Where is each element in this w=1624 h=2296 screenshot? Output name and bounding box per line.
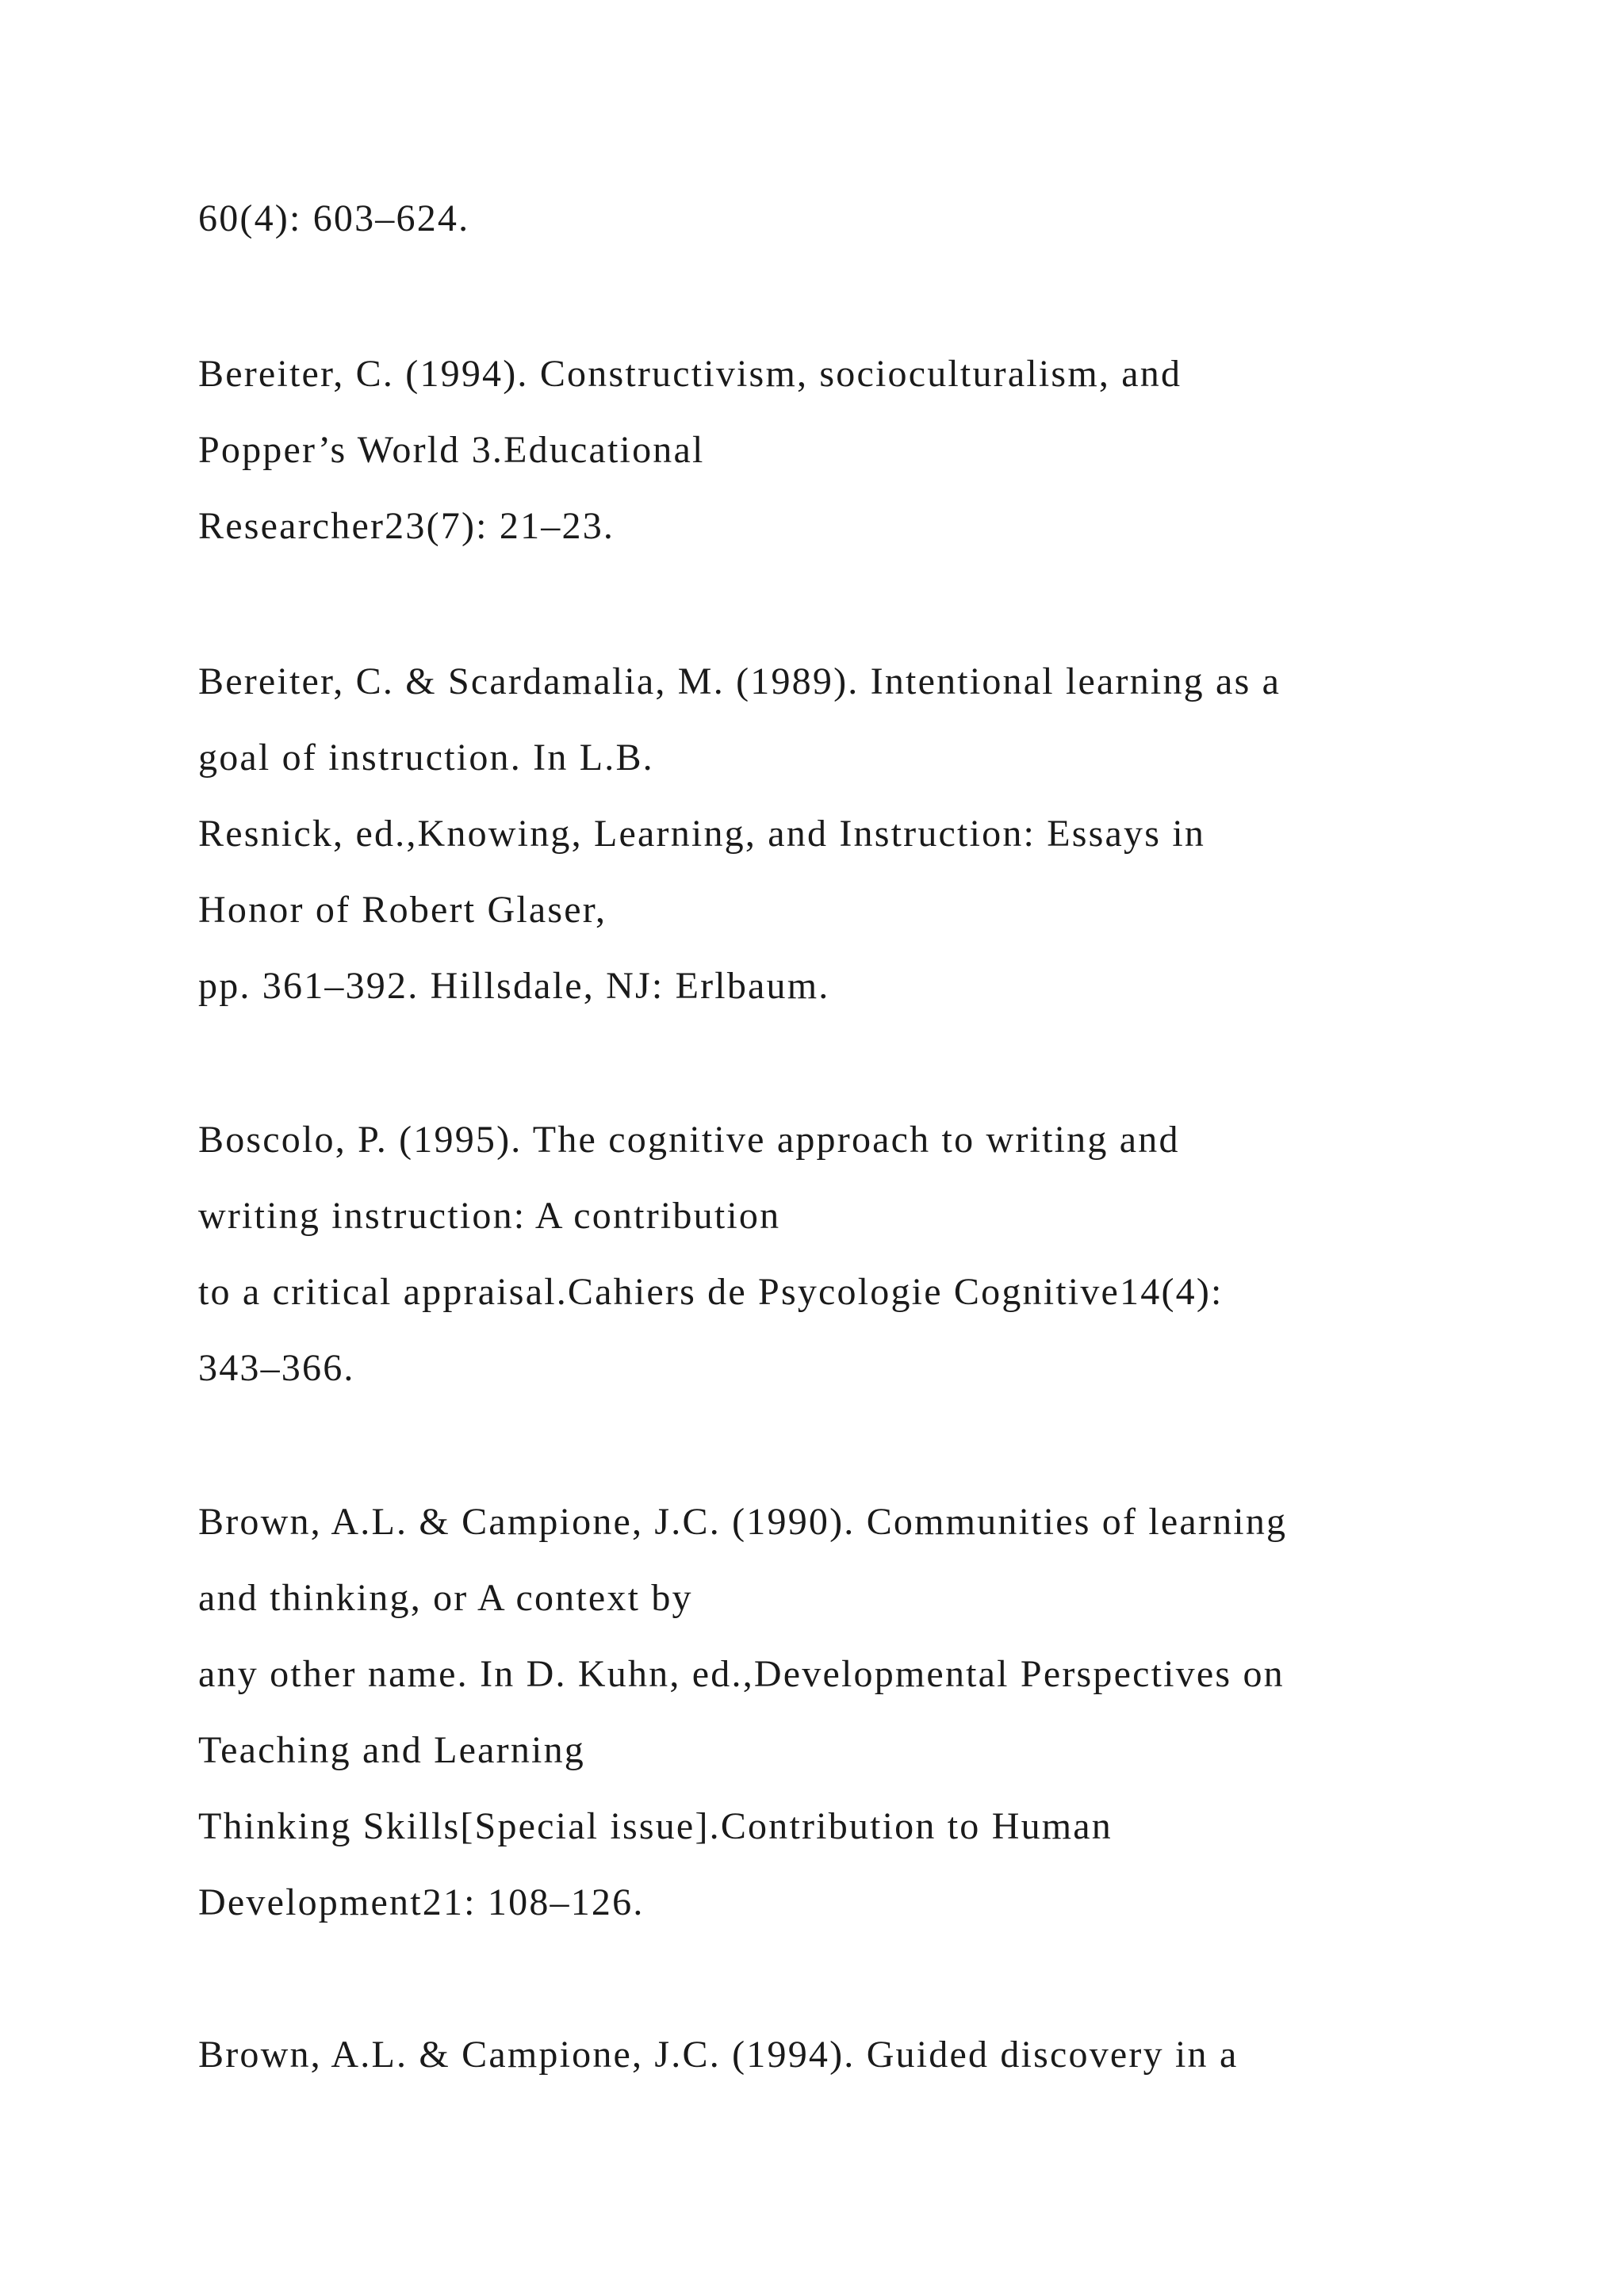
reference-line: Resnick, ed.,Knowing, Learning, and Instruction: Essays in xyxy=(198,813,1206,855)
reference-line: Thinking Skills[Special issue].Contribution to Human xyxy=(198,1805,1113,1847)
reference-line: Bereiter, C. (1994). Constructivism, socioculturalism, and xyxy=(198,353,1182,395)
reference-line: pp. 361–392. Hillsdale, NJ: Erlbaum. xyxy=(198,965,830,1007)
reference-line: writing instruction: A contribution xyxy=(198,1195,781,1237)
reference-line: Brown, A.L. & Campione, J.C. (1994). Guided discovery in a xyxy=(198,2034,1239,2076)
reference-line: Brown, A.L. & Campione, J.C. (1990). Communities of learning xyxy=(198,1501,1288,1543)
reference-line: Honor of Robert Glaser, xyxy=(198,889,607,931)
reference-line: goal of instruction. In L.B. xyxy=(198,737,654,779)
reference-line: any other name. In D. Kuhn, ed.,Developmental Perspectives on xyxy=(198,1653,1285,1695)
reference-line: Researcher23(7): 21–23. xyxy=(198,505,615,547)
reference-line: 343–366. xyxy=(198,1347,355,1389)
reference-line: 60(4): 603–624. xyxy=(198,197,470,239)
reference-line: Teaching and Learning xyxy=(198,1729,585,1771)
reference-line: Boscolo, P. (1995). The cognitive approach to writing and xyxy=(198,1119,1180,1161)
reference-line: to a critical appraisal.Cahiers de Psycologie Cognitive14(4): xyxy=(198,1271,1224,1313)
reference-line: Popper’s World 3.Educational xyxy=(198,429,705,471)
reference-line: Bereiter, C. & Scardamalia, M. (1989). Intentional learning as a xyxy=(198,660,1281,702)
reference-line: and thinking, or A context by xyxy=(198,1577,693,1619)
reference-line: Development21: 108–126. xyxy=(198,1881,645,1923)
